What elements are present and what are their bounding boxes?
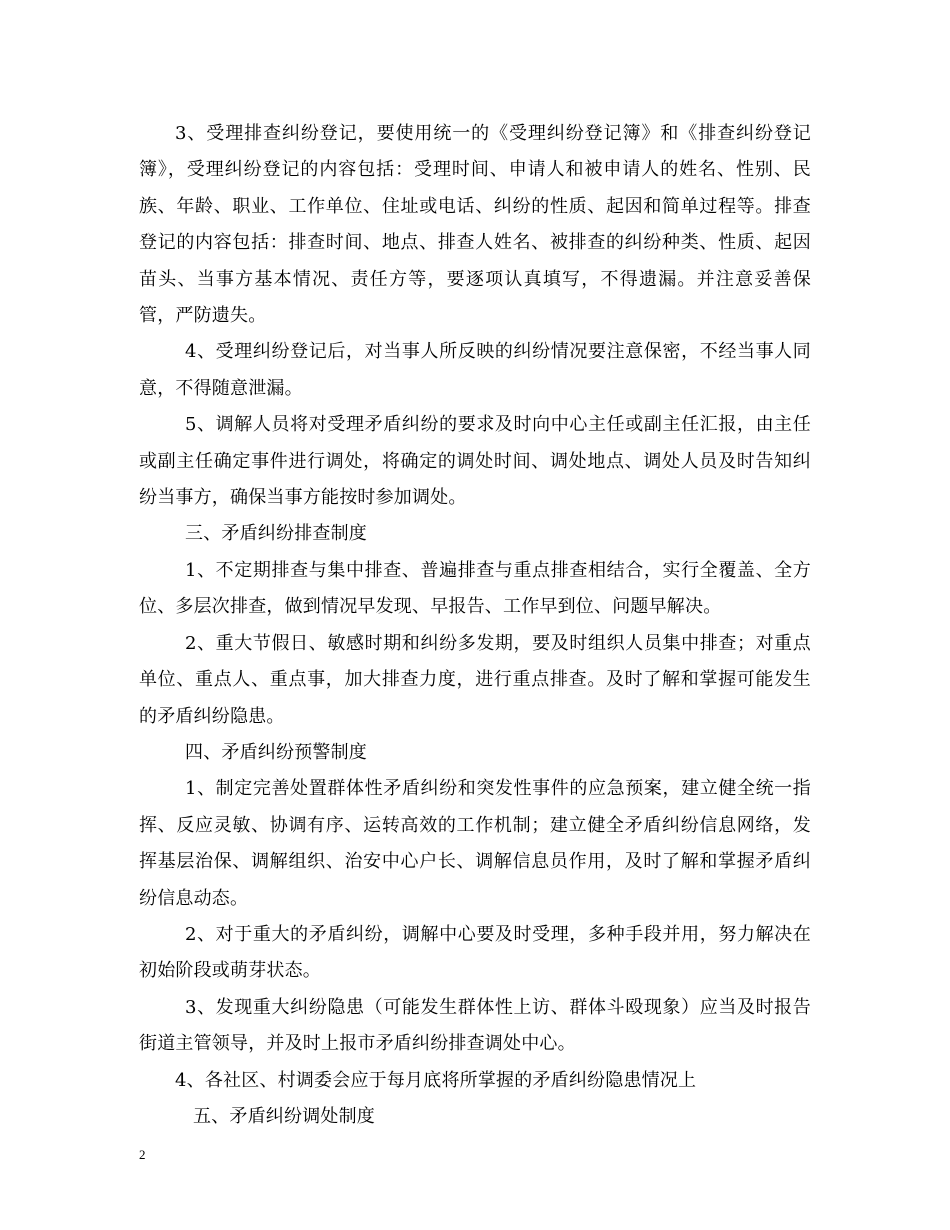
paragraph-investigation-1: 1、不定期排查与集中排查、普遍排查与重点排查相结合，实行全覆盖、全方位、多层次排查，做到情况早发现、早报告、工作早到位、问题早解决。	[139, 559, 811, 618]
section-heading-mediation: 五、矛盾纠纷调处制度	[193, 1105, 375, 1127]
paragraph-confidentiality: 4、受理纠纷登记后，对当事人所反映的纠纷情况要注意保密，不经当事人同意，不得随意泄漏。	[139, 341, 811, 399]
paragraph-investigation-2: 2、重大节假日、敏感时期和纠纷多发期，要及时组织人员集中排查；对重点单位、重点人、重点事，加大排查力度，进行重点排查。及时了解和掌握可能发生的矛盾纠纷隐患。	[139, 632, 811, 727]
paragraph-registration-book: 3、受理排查纠纷登记，要使用统一的《受理纠纷登记簿》和《排查纠纷登记簿》，受理纠纷登记的内容包括：受理时间、申请人和被申请人的姓名、性别、民族、年龄、职业、工作单位、住址或电话、纠纷的性质、起因和简单过程等。排查登记的内容包括：排查时间、地点、排查人姓名、被排查的纠纷种类、性质、起因苗头、当事方基本情况、责任方等，要逐项认真填写，不得遗漏。并注意妥善保管，严防遗失。	[139, 123, 811, 327]
paragraph-warning-3: 3、发现重大纠纷隐患（可能发生群体性上访、群体斗殴现象）应当及时报告街道主管领导，并及时上报市矛盾纠纷排查调处中心。	[139, 996, 811, 1055]
paragraph-warning-2: 2、对于重大的矛盾纠纷，调解中心要及时受理，多种手段并用，努力解决在初始阶段或萌芽状态。	[139, 923, 811, 982]
section-heading-investigation: 三、矛盾纠纷排查制度	[185, 523, 367, 545]
section-heading-early-warning: 四、矛盾纠纷预警制度	[185, 741, 367, 763]
document-body	[139, 116, 811, 1135]
paragraph-warning-1: 1、制定完善处置群体性矛盾纠纷和突发性事件的应急预案，建立健全统一指挥、反应灵敏、协调有序、运转高效的工作机制；建立健全矛盾纠纷信息网络，发挥基层治保、调解组织、治安中心户长、调解信息员作用，及时了解和掌握矛盾纠纷信息动态。	[139, 778, 811, 909]
page-number: 2	[139, 1147, 146, 1162]
paragraph-warning-4: 4、各社区、村调委会应于每月底将所掌握的矛盾纠纷隐患情况上	[175, 1069, 697, 1091]
paragraph-report-to-director: 5、调解人员将对受理矛盾纠纷的要求及时向中心主任或副主任汇报，由主任或副主任确定事件进行调处，将确定的调处时间、调处地点、调处人员及时告知纠纷当事方，确保当事方能按时参加调处。	[139, 414, 811, 509]
